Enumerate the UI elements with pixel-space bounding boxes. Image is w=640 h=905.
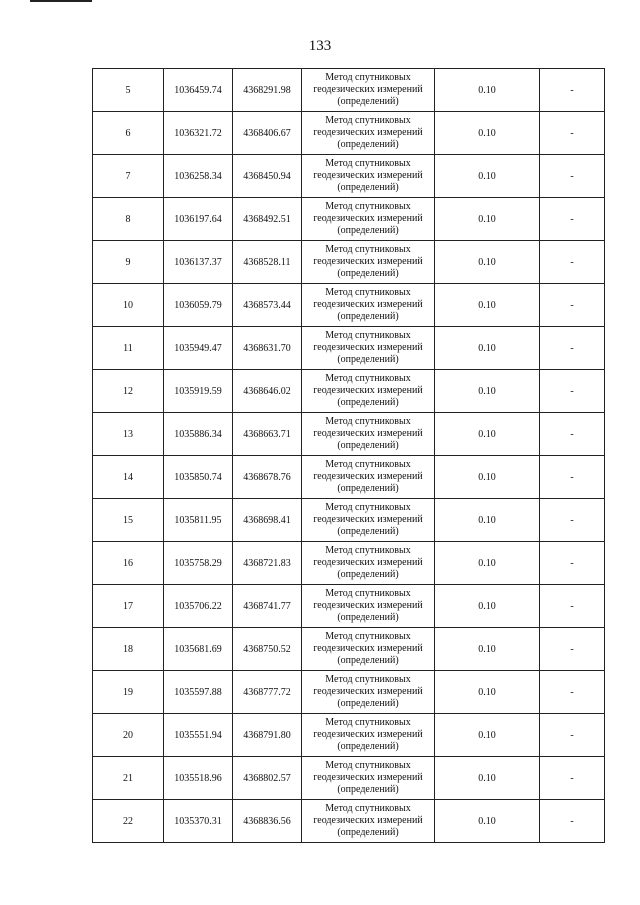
- y-coordinate-cell: [233, 370, 302, 413]
- point-number-cell-text: 21: [123, 772, 133, 784]
- y-coordinate-cell-text: 4368777.72: [243, 686, 291, 698]
- accuracy-cell: [435, 628, 540, 671]
- point-number-cell-text: 20: [123, 729, 133, 741]
- dash-cell-text: -: [570, 643, 574, 655]
- y-coordinate-cell-text: 4368450.94: [243, 170, 291, 182]
- accuracy-cell: [435, 456, 540, 499]
- method-cell: [302, 241, 435, 284]
- dash-cell-text: -: [570, 772, 574, 784]
- y-coordinate-cell: [233, 413, 302, 456]
- x-coordinate-cell: [164, 542, 233, 585]
- coordinates-table: [92, 68, 605, 843]
- dash-cell-text: -: [570, 256, 574, 268]
- accuracy-cell: [435, 370, 540, 413]
- accuracy-cell-text: 0.10: [478, 213, 496, 225]
- point-number-cell-text: 16: [123, 557, 133, 569]
- point-number-cell: [93, 714, 164, 757]
- y-coordinate-cell: [233, 284, 302, 327]
- table-row: [93, 284, 605, 327]
- accuracy-cell-text: 0.10: [478, 600, 496, 612]
- x-coordinate-cell: [164, 585, 233, 628]
- point-number-cell-text: 9: [125, 256, 131, 268]
- y-coordinate-cell-text: 4368291.98: [243, 84, 291, 96]
- point-number-cell: [93, 542, 164, 585]
- y-coordinate-cell: [233, 714, 302, 757]
- point-number-cell: [93, 155, 164, 198]
- y-coordinate-cell: [233, 800, 302, 843]
- dash-cell-text: -: [570, 815, 574, 827]
- method-cell: [302, 413, 435, 456]
- y-coordinate-cell-text: 4368528.11: [243, 256, 291, 268]
- y-coordinate-cell-text: 4368573.44: [243, 299, 291, 311]
- point-number-cell-text: 15: [123, 514, 133, 526]
- x-coordinate-cell-text: 1035758.29: [174, 557, 222, 569]
- method-cell: [302, 370, 435, 413]
- table-row: [93, 456, 605, 499]
- accuracy-cell: [435, 499, 540, 542]
- method-cell-text: Метод спутниковых геодезических измерений (определений): [313, 459, 423, 494]
- x-coordinate-cell-text: 1036059.79: [174, 299, 222, 311]
- method-cell-text: Метод спутниковых геодезических измерений (определений): [313, 201, 423, 236]
- accuracy-cell: [435, 241, 540, 284]
- x-coordinate-cell: [164, 714, 233, 757]
- y-coordinate-cell: [233, 628, 302, 671]
- y-coordinate-cell: [233, 241, 302, 284]
- table-row: [93, 69, 605, 112]
- accuracy-cell: [435, 585, 540, 628]
- dash-cell-text: -: [570, 170, 574, 182]
- point-number-cell-text: 14: [123, 471, 133, 483]
- point-number-cell: [93, 671, 164, 714]
- accuracy-cell-text: 0.10: [478, 815, 496, 827]
- method-cell-text: Метод спутниковых геодезических измерений (определений): [313, 717, 423, 752]
- x-coordinate-cell-text: 1035949.47: [174, 342, 222, 354]
- accuracy-cell-text: 0.10: [478, 256, 496, 268]
- point-number-cell: [93, 112, 164, 155]
- x-coordinate-cell-text: 1035370.31: [174, 815, 222, 827]
- accuracy-cell: [435, 69, 540, 112]
- method-cell: [302, 112, 435, 155]
- dash-cell-text: -: [570, 471, 574, 483]
- dash-cell: [540, 542, 605, 585]
- dash-cell: [540, 800, 605, 843]
- point-number-cell: [93, 241, 164, 284]
- y-coordinate-cell-text: 4368836.56: [243, 815, 291, 827]
- dash-cell-text: -: [570, 299, 574, 311]
- y-coordinate-cell-text: 4368741.77: [243, 600, 291, 612]
- method-cell-text: Метод спутниковых геодезических измерений (определений): [313, 244, 423, 279]
- x-coordinate-cell: [164, 499, 233, 542]
- method-cell-text: Метод спутниковых геодезических измерений (определений): [313, 631, 423, 666]
- accuracy-cell: [435, 714, 540, 757]
- table-row: [93, 714, 605, 757]
- point-number-cell-text: 17: [123, 600, 133, 612]
- dash-cell-text: -: [570, 127, 574, 139]
- method-cell: [302, 671, 435, 714]
- accuracy-cell-text: 0.10: [478, 729, 496, 741]
- table-row: [93, 800, 605, 843]
- table-row: [93, 112, 605, 155]
- accuracy-cell: [435, 198, 540, 241]
- y-coordinate-cell: [233, 69, 302, 112]
- table-row: [93, 413, 605, 456]
- x-coordinate-cell: [164, 757, 233, 800]
- method-cell-text: Метод спутниковых геодезических измерений (определений): [313, 330, 423, 365]
- dash-cell: [540, 284, 605, 327]
- y-coordinate-cell-text: 4368631.70: [243, 342, 291, 354]
- method-cell-text: Метод спутниковых геодезических измерений (определений): [313, 416, 423, 451]
- coordinates-table-body: [93, 69, 605, 843]
- point-number-cell: [93, 284, 164, 327]
- method-cell-text: Метод спутниковых геодезических измерений (определений): [313, 72, 423, 107]
- accuracy-cell-text: 0.10: [478, 127, 496, 139]
- x-coordinate-cell: [164, 155, 233, 198]
- accuracy-cell: [435, 413, 540, 456]
- table-row: [93, 370, 605, 413]
- method-cell: [302, 628, 435, 671]
- y-coordinate-cell: [233, 671, 302, 714]
- point-number-cell: [93, 628, 164, 671]
- point-number-cell: [93, 456, 164, 499]
- x-coordinate-cell: [164, 456, 233, 499]
- x-coordinate-cell-text: 1035706.22: [174, 600, 222, 612]
- method-cell: [302, 542, 435, 585]
- dash-cell-text: -: [570, 213, 574, 225]
- dash-cell-text: -: [570, 514, 574, 526]
- x-coordinate-cell-text: 1035518.96: [174, 772, 222, 784]
- method-cell: [302, 327, 435, 370]
- point-number-cell: [93, 499, 164, 542]
- y-coordinate-cell: [233, 499, 302, 542]
- point-number-cell: [93, 69, 164, 112]
- y-coordinate-cell-text: 4368802.57: [243, 772, 291, 784]
- x-coordinate-cell: [164, 241, 233, 284]
- dash-cell: [540, 112, 605, 155]
- dash-cell-text: -: [570, 84, 574, 96]
- point-number-cell-text: 19: [123, 686, 133, 698]
- x-coordinate-cell-text: 1035886.34: [174, 428, 222, 440]
- dash-cell-text: -: [570, 729, 574, 741]
- y-coordinate-cell-text: 4368663.71: [243, 428, 291, 440]
- x-coordinate-cell-text: 1036197.64: [174, 213, 222, 225]
- y-coordinate-cell-text: 4368698.41: [243, 514, 291, 526]
- y-coordinate-cell: [233, 198, 302, 241]
- point-number-cell-text: 8: [125, 213, 131, 225]
- y-coordinate-cell: [233, 327, 302, 370]
- point-number-cell-text: 22: [123, 815, 133, 827]
- table-row: [93, 628, 605, 671]
- method-cell: [302, 456, 435, 499]
- accuracy-cell-text: 0.10: [478, 428, 496, 440]
- accuracy-cell: [435, 112, 540, 155]
- y-coordinate-cell-text: 4368791.80: [243, 729, 291, 741]
- method-cell: [302, 714, 435, 757]
- dash-cell-text: -: [570, 342, 574, 354]
- point-number-cell-text: 13: [123, 428, 133, 440]
- method-cell-text: Метод спутниковых геодезических измерений (определений): [313, 760, 423, 795]
- page-number: 133: [308, 38, 332, 54]
- dash-cell: [540, 456, 605, 499]
- accuracy-cell-text: 0.10: [478, 84, 496, 96]
- accuracy-cell-text: 0.10: [478, 772, 496, 784]
- y-coordinate-cell-text: 4368492.51: [243, 213, 291, 225]
- y-coordinate-cell-text: 4368721.83: [243, 557, 291, 569]
- dash-cell: [540, 628, 605, 671]
- scan-top-line: [30, 0, 92, 2]
- x-coordinate-cell-text: 1036137.37: [174, 256, 222, 268]
- dash-cell: [540, 671, 605, 714]
- accuracy-cell-text: 0.10: [478, 385, 496, 397]
- y-coordinate-cell: [233, 585, 302, 628]
- table-row: [93, 757, 605, 800]
- point-number-cell: [93, 800, 164, 843]
- accuracy-cell: [435, 542, 540, 585]
- accuracy-cell-text: 0.10: [478, 686, 496, 698]
- x-coordinate-cell-text: 1035919.59: [174, 385, 222, 397]
- x-coordinate-cell: [164, 284, 233, 327]
- accuracy-cell-text: 0.10: [478, 342, 496, 354]
- accuracy-cell-text: 0.10: [478, 170, 496, 182]
- table-row: [93, 241, 605, 284]
- point-number-cell-text: 12: [123, 385, 133, 397]
- accuracy-cell: [435, 327, 540, 370]
- point-number-cell-text: 18: [123, 643, 133, 655]
- point-number-cell: [93, 370, 164, 413]
- dash-cell: [540, 241, 605, 284]
- y-coordinate-cell-text: 4368406.67: [243, 127, 291, 139]
- table-row: [93, 499, 605, 542]
- accuracy-cell: [435, 155, 540, 198]
- accuracy-cell: [435, 800, 540, 843]
- dash-cell: [540, 370, 605, 413]
- dash-cell: [540, 757, 605, 800]
- point-number-cell-text: 7: [125, 170, 131, 182]
- method-cell: [302, 198, 435, 241]
- x-coordinate-cell: [164, 327, 233, 370]
- accuracy-cell-text: 0.10: [478, 471, 496, 483]
- method-cell-text: Метод спутниковых геодезических измерений (определений): [313, 115, 423, 150]
- method-cell-text: Метод спутниковых геодезических измерений (определений): [313, 158, 423, 193]
- y-coordinate-cell-text: 4368750.52: [243, 643, 291, 655]
- x-coordinate-cell: [164, 69, 233, 112]
- y-coordinate-cell: [233, 456, 302, 499]
- point-number-cell: [93, 585, 164, 628]
- x-coordinate-cell: [164, 800, 233, 843]
- y-coordinate-cell: [233, 155, 302, 198]
- x-coordinate-cell-text: 1036321.72: [174, 127, 222, 139]
- x-coordinate-cell-text: 1036459.74: [174, 84, 222, 96]
- point-number-cell-text: 10: [123, 299, 133, 311]
- x-coordinate-cell-text: 1035811.95: [174, 514, 222, 526]
- x-coordinate-cell: [164, 413, 233, 456]
- table-row: [93, 542, 605, 585]
- dash-cell: [540, 585, 605, 628]
- table-row: [93, 198, 605, 241]
- dash-cell: [540, 198, 605, 241]
- point-number-cell: [93, 413, 164, 456]
- method-cell: [302, 800, 435, 843]
- method-cell: [302, 499, 435, 542]
- x-coordinate-cell-text: 1036258.34: [174, 170, 222, 182]
- accuracy-cell: [435, 757, 540, 800]
- point-number-cell-text: 5: [125, 84, 131, 96]
- x-coordinate-cell: [164, 198, 233, 241]
- method-cell-text: Метод спутниковых геодезических измерений (определений): [313, 588, 423, 623]
- point-number-cell-text: 11: [123, 342, 133, 354]
- y-coordinate-cell-text: 4368646.02: [243, 385, 291, 397]
- x-coordinate-cell: [164, 628, 233, 671]
- x-coordinate-cell-text: 1035597.88: [174, 686, 222, 698]
- accuracy-cell: [435, 284, 540, 327]
- dash-cell: [540, 69, 605, 112]
- y-coordinate-cell-text: 4368678.76: [243, 471, 291, 483]
- dash-cell-text: -: [570, 600, 574, 612]
- method-cell: [302, 284, 435, 327]
- method-cell-text: Метод спутниковых геодезических измерений (определений): [313, 502, 423, 537]
- method-cell-text: Метод спутниковых геодезических измерений (определений): [313, 287, 423, 322]
- y-coordinate-cell: [233, 112, 302, 155]
- dash-cell: [540, 413, 605, 456]
- x-coordinate-cell: [164, 370, 233, 413]
- dash-cell-text: -: [570, 557, 574, 569]
- method-cell: [302, 585, 435, 628]
- point-number-cell: [93, 327, 164, 370]
- y-coordinate-cell: [233, 542, 302, 585]
- dash-cell-text: -: [570, 686, 574, 698]
- dash-cell: [540, 499, 605, 542]
- method-cell-text: Метод спутниковых геодезических измерений (определений): [313, 674, 423, 709]
- table-row: [93, 327, 605, 370]
- x-coordinate-cell: [164, 671, 233, 714]
- method-cell-text: Метод спутниковых геодезических измерений (определений): [313, 373, 423, 408]
- x-coordinate-cell-text: 1035850.74: [174, 471, 222, 483]
- accuracy-cell-text: 0.10: [478, 514, 496, 526]
- point-number-cell: [93, 757, 164, 800]
- x-coordinate-cell-text: 1035681.69: [174, 643, 222, 655]
- accuracy-cell-text: 0.10: [478, 557, 496, 569]
- dash-cell: [540, 714, 605, 757]
- point-number-cell: [93, 198, 164, 241]
- dash-cell: [540, 327, 605, 370]
- dash-cell-text: -: [570, 385, 574, 397]
- method-cell: [302, 757, 435, 800]
- dash-cell: [540, 155, 605, 198]
- accuracy-cell-text: 0.10: [478, 643, 496, 655]
- table-row: [93, 671, 605, 714]
- accuracy-cell: [435, 671, 540, 714]
- y-coordinate-cell: [233, 757, 302, 800]
- method-cell: [302, 155, 435, 198]
- point-number-cell-text: 6: [125, 127, 131, 139]
- x-coordinate-cell-text: 1035551.94: [174, 729, 222, 741]
- table-row: [93, 155, 605, 198]
- accuracy-cell-text: 0.10: [478, 299, 496, 311]
- method-cell-text: Метод спутниковых геодезических измерений (определений): [313, 803, 423, 838]
- x-coordinate-cell: [164, 112, 233, 155]
- dash-cell-text: -: [570, 428, 574, 440]
- method-cell: [302, 69, 435, 112]
- method-cell-text: Метод спутниковых геодезических измерений (определений): [313, 545, 423, 580]
- table-row: [93, 585, 605, 628]
